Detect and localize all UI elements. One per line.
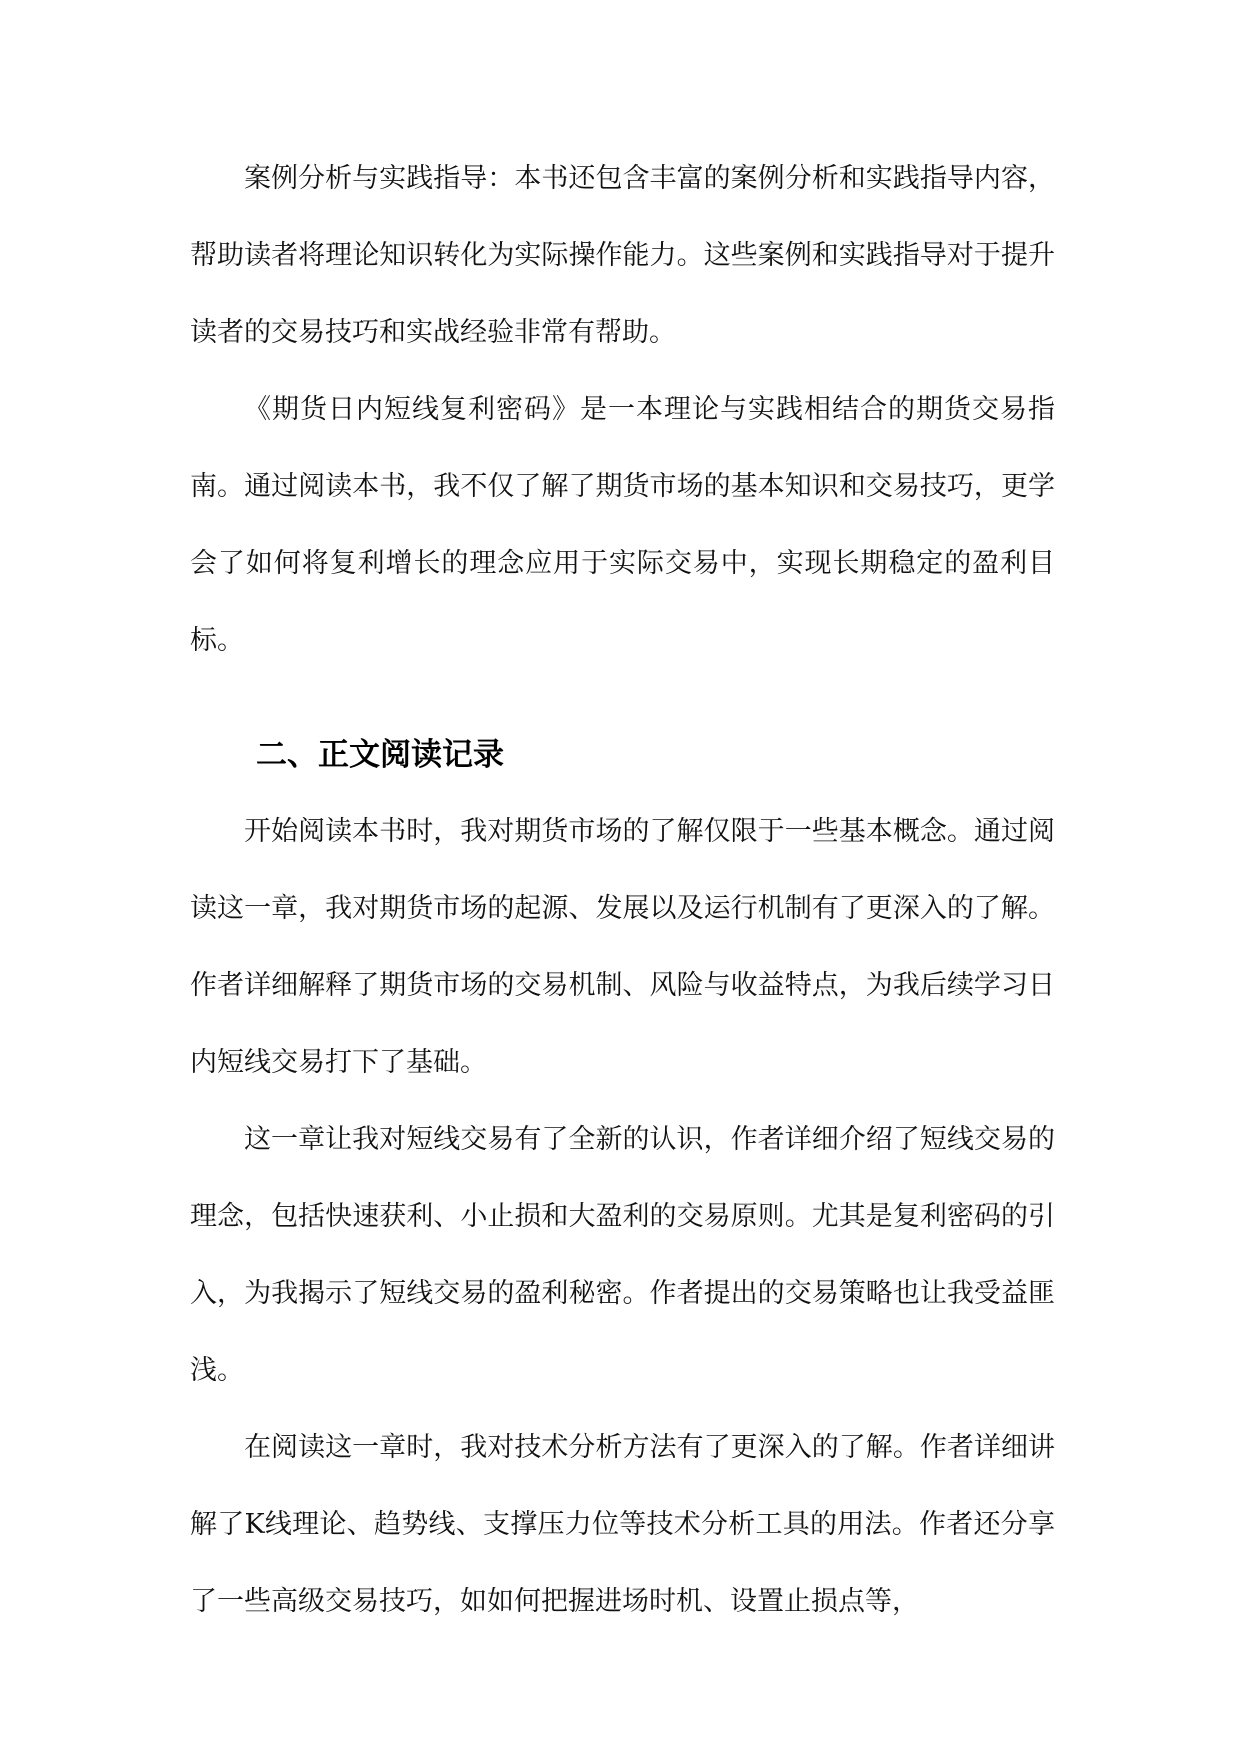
section-heading: 二、正文阅读记录: [256, 737, 504, 773]
paragraph-short-term-trading: 这一章让我对短线交易有了全新的认识，作者详细介绍了短线交易的理念，包括快速获利、小止损和大盈利的交易原则。尤其是复利密码的引入，为我揭示了短线交易的盈利秘密。作者提出的交易策略也让我受益匪浅。: [190, 1124, 1055, 1386]
paragraph-case-analysis: 案例分析与实践指导：本书还包含丰富的案例分析和实践指导内容，帮助读者将理论知识转化为实际操作能力。这些案例和实践指导对于提升读者的交易技巧和实战经验非常有帮助。: [190, 163, 1055, 348]
page-content: [190, 140, 1055, 1640]
paragraph-futures-basics: 开始阅读本书时，我对期货市场的了解仅限于一些基本概念。通过阅读这一章，我对期货市场的起源、发展以及运行机制有了更深入的了解。作者详细解释了期货市场的交易机制、风险与收益特点，为我后续学习日内短线交易打下了基础。: [190, 816, 1055, 1078]
paragraph-book-summary: 《期货日内短线复利密码》是一本理论与实践相结合的期货交易指南。通过阅读本书，我不仅了解了期货市场的基本知识和交易技巧，更学会了如何将复利增长的理念应用于实际交易中，实现长期稳定的盈利目标。: [190, 394, 1055, 656]
paragraph-technical-analysis: 在阅读这一章时，我对技术分析方法有了更深入的了解。作者详细讲解了K线理论、趋势线、支撑压力位等技术分析工具的用法。作者还分享了一些高级交易技巧，如如何把握进场时机、设置止损点等，: [190, 1432, 1055, 1617]
